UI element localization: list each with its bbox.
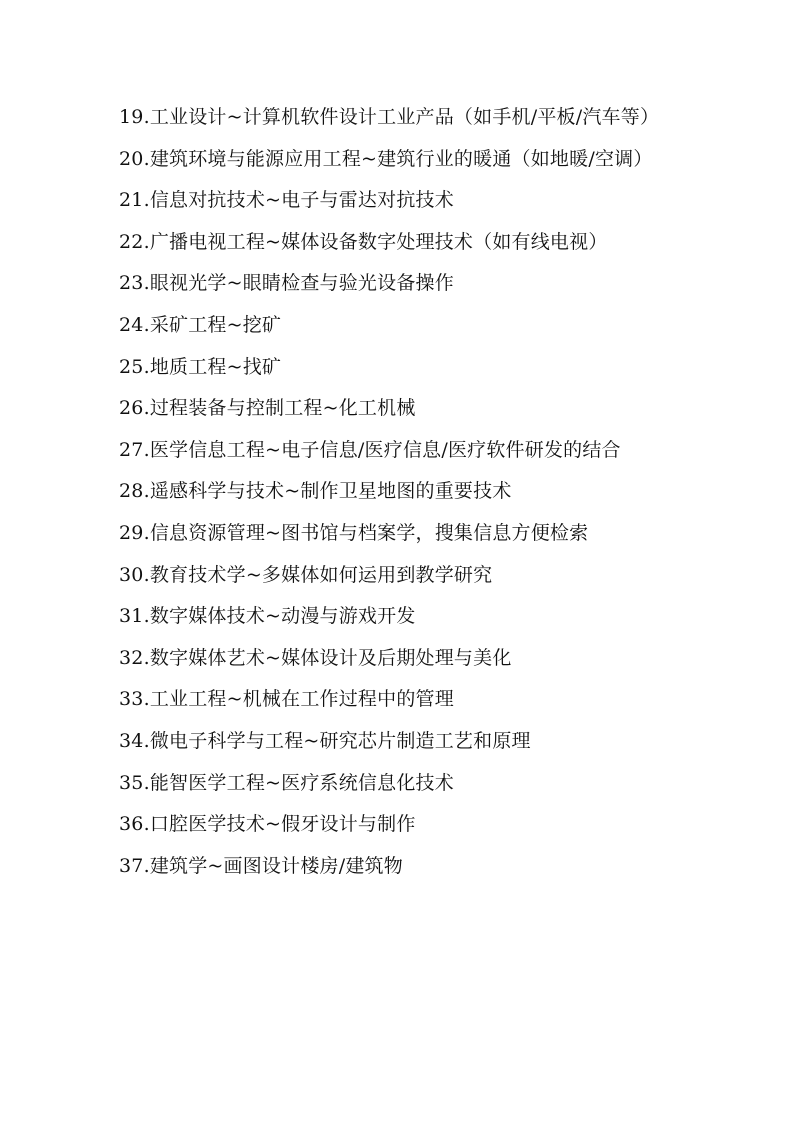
entry-37: 37.建筑学~画图设计楼房/建筑物 (119, 854, 403, 877)
entry-29: 29.信息资源管理~图书馆与档案学，搜集信息方便检索 (119, 521, 589, 544)
entry-21: 21.信息对抗技术~电子与雷达对抗技术 (119, 189, 454, 212)
entry-31: 31.数字媒体技术~动漫与游戏开发 (119, 605, 416, 628)
entry-24: 24.采矿工程~挖矿 (119, 313, 282, 336)
entry-25: 25.地质工程~找矿 (119, 355, 282, 378)
entry-26: 26.过程装备与控制工程~化工机械 (119, 397, 416, 420)
entry-33: 33.工业工程~机械在工作过程中的管理 (119, 688, 454, 711)
entry-23: 23.眼视光学~眼睛检查与验光设备操作 (119, 272, 454, 295)
entry-36: 36.口腔医学技术~假牙设计与制作 (119, 813, 416, 836)
entry-32: 32.数字媒体艺术~媒体设计及后期处理与美化 (119, 646, 512, 669)
entry-27: 27.医学信息工程~电子信息/医疗信息/医疗软件研发的结合 (119, 438, 621, 461)
entry-20: 20.建筑环境与能源应用工程~建筑行业的暖通（如地暖/空调） (119, 147, 653, 170)
entry-30: 30.教育技术学~多媒体如何运用到教学研究 (119, 563, 493, 586)
entry-19: 19.工业设计~计算机软件设计工业产品（如手机/平板/汽车等） (119, 106, 660, 128)
entry-28: 28.遥感科学与技术~制作卫星地图的重要技术 (119, 480, 512, 503)
entry-list (119, 97, 679, 887)
entry-22: 22.广播电视工程~媒体设备数字处理技术（如有线电视） (119, 230, 608, 253)
entry-35: 35.能智医学工程~医疗系统信息化技术 (119, 771, 454, 794)
entry-34: 34.微电子科学与工程~研究芯片制造工艺和原理 (119, 729, 531, 752)
